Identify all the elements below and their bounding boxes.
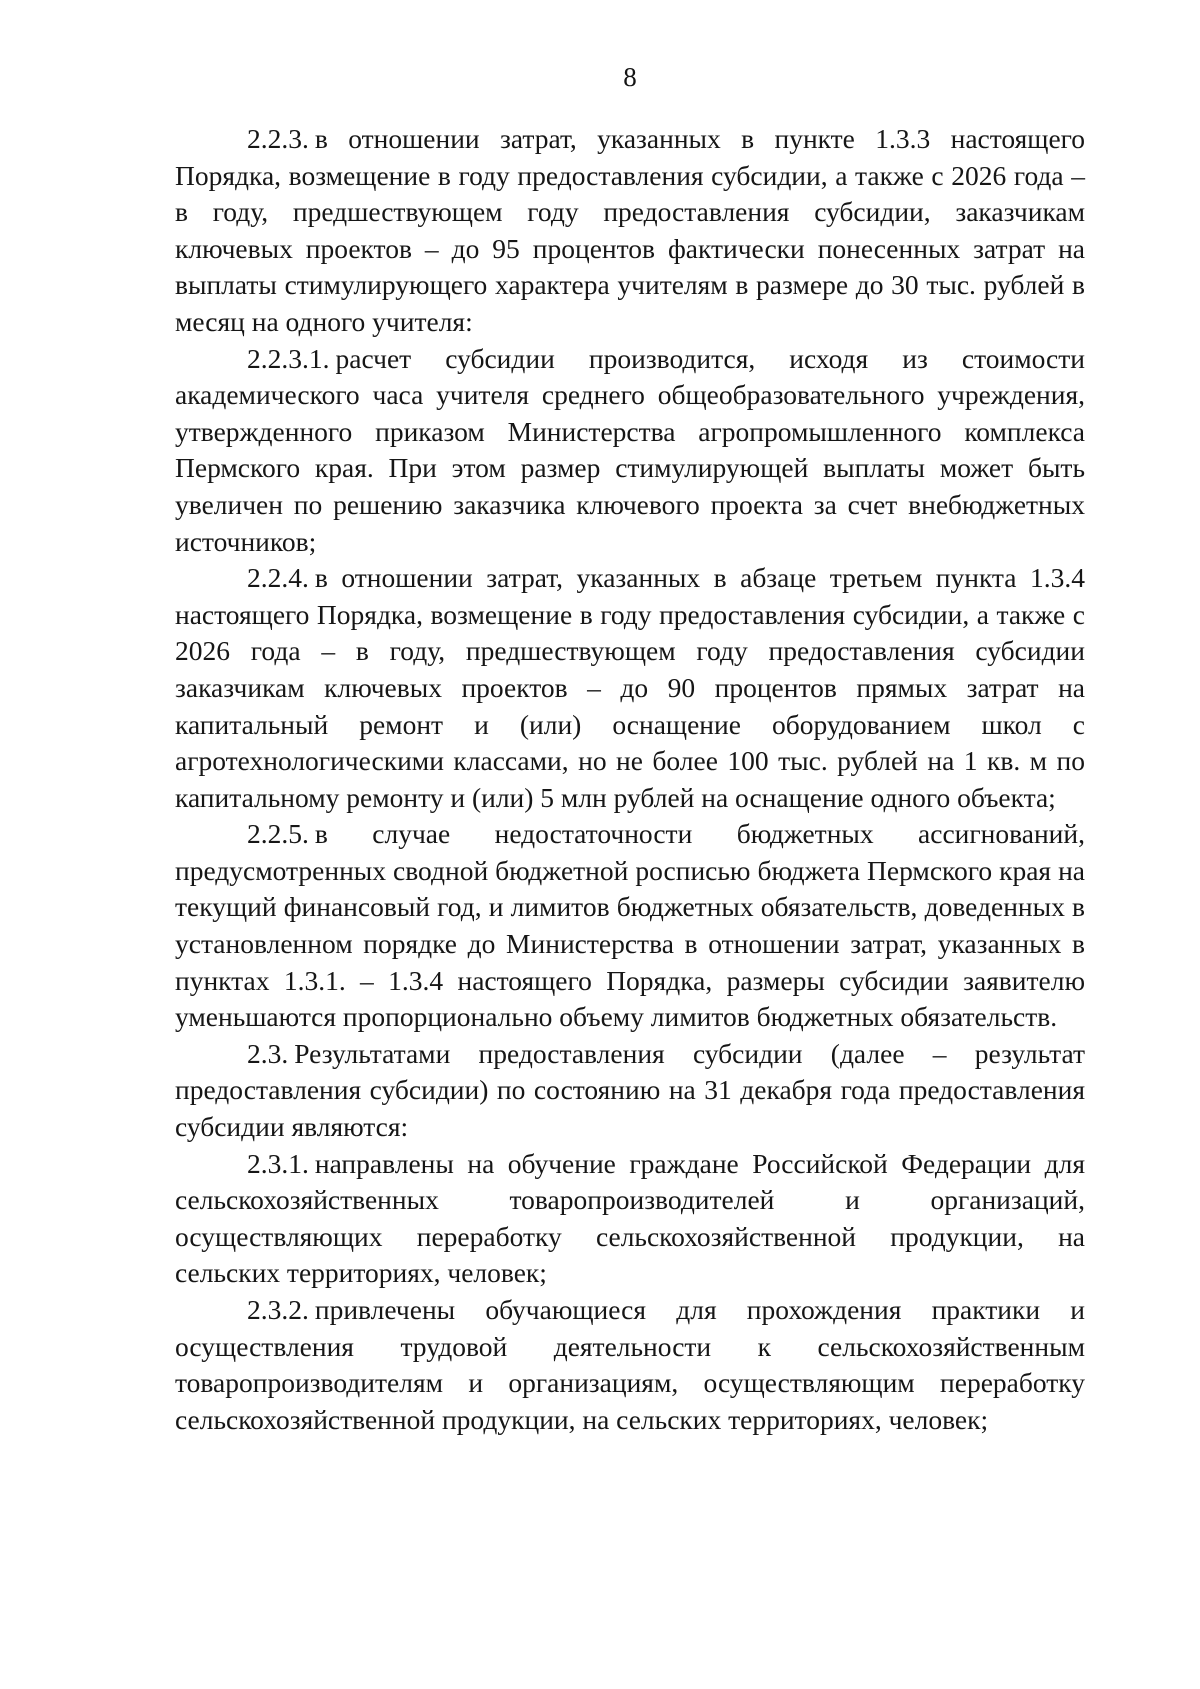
paragraph-number: 2.3.2. (247, 1294, 309, 1325)
paragraph-2-3-2 (175, 1292, 1085, 1438)
paragraph-2-2-5 (175, 816, 1085, 1036)
paragraph-number: 2.3.1. (247, 1147, 309, 1179)
page-number: 8 (623, 62, 637, 92)
paragraph-text: в случае недостаточности бюджетных ассигнований, предусмотренных сводной бюджетной росписью бюджета Пермского края на текущий финансовый год, и лимитов бюджетных обязательств, доведенных в установленном порядке до Министерства в отношении затрат, указанных в пунктах 1.3.1. – 1.3.4 настоящего Порядка, размеры субсидии заявителю уменьшаются пропорционально объему лимитов бюджетных обязательств. (175, 818, 1085, 1033)
paragraph-text: расчет субсидии производится, исходя из стоимости академического часа учителя среднего общеобразовательного учреждения, утвержденного приказом Министерства агропромышленного комплекса Пермского края. При этом размер стимулирующей выплаты может быть увеличен по решению заказчика ключевого проекта за счет внебюджетных источников; (175, 342, 1085, 557)
paragraph-2-2-4 (175, 560, 1085, 816)
paragraph-number: 2.3. (247, 1037, 289, 1069)
paragraph-2-2-3-1 (175, 341, 1085, 561)
paragraph-text: привлечены обучающиеся для прохождения практики и осуществления трудовой деятельности к сельскохозяйственным товаропроизводителям и организациям, осуществляющим переработку сельскохозяйственной продукции, на сельских территориях, человек; (175, 1294, 1085, 1435)
paragraph-number: 2.2.3.1. (247, 342, 330, 374)
document-body (175, 121, 1085, 1438)
paragraph-text: направлены на обучение граждане Российской Федерации для сельскохозяйственных товаропроизводителей и организаций, осуществляющих переработку сельскохозяйственной продукции, на сельских территориях, человек; (175, 1147, 1085, 1289)
paragraph-2-3 (175, 1036, 1085, 1146)
paragraph-text: в отношении затрат, указанных в абзаце третьем пункта 1.3.4 настоящего Порядка, возмещение в году предоставления субсидии, а также с 2026 года – в году, предшествующем году предоставления субсидии заказчикам ключевых проектов – до 90 процентов прямых затрат на капитальный ремонт и (или) оснащение оборудованием школ с агротехнологическими классами, но не более 100 тыс. рублей на 1 кв. м по капитальному ремонту и (или) 5 млн рублей на оснащение одного объекта; (175, 562, 1085, 813)
paragraph-2-3-1 (175, 1146, 1085, 1292)
paragraph-text: Результатами предоставления субсидии (далее – результат предоставления субсидии) по состоянию на 31 декабря года предоставления субсидии являются: (175, 1037, 1085, 1143)
paragraph-number: 2.2.5. (247, 818, 309, 850)
paragraph-text: в отношении затрат, указанных в пункте 1.3.3 настоящего Порядка, возмещение в году предоставления субсидии, а также с 2026 года – в году, предшествующем году предоставления субсидии, заказчикам ключевых проектов – до 95 процентов фактически понесенных затрат на выплаты стимулирующего характера учителям в размере до 30 тыс. рублей в месяц на одного учителя: (175, 123, 1085, 337)
paragraph-number: 2.2.4. (247, 562, 309, 594)
paragraph-number: 2.2.3. (247, 123, 309, 154)
paragraph-2-2-3 (175, 121, 1085, 341)
